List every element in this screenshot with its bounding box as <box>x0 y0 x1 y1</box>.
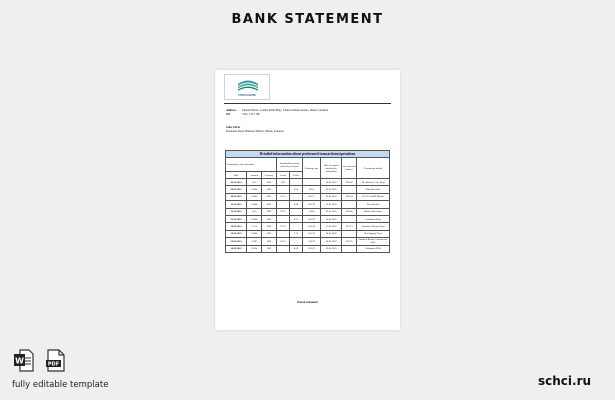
cell-debit <box>289 179 302 186</box>
header-transaction-group: Transaction, other operation <box>226 158 277 172</box>
cell-rate: 190.18 <box>303 223 321 230</box>
table-row <box>226 223 390 230</box>
site-brand: schci.ru <box>538 374 592 388</box>
cell-rate <box>303 179 321 186</box>
cell-reflected: 20.05.2022 <box>321 230 342 237</box>
header-account-balance: Account final balance <box>342 158 357 179</box>
bank-logo-text: CITRUS BANK <box>238 94 256 97</box>
cell-rate: 190.78 <box>303 201 321 208</box>
cell-currency: LBP <box>262 201 277 208</box>
header-date-reflected: Date of amount showing the transaction <box>321 158 342 179</box>
word-icon-letter: W <box>15 356 24 366</box>
cell-balance <box>342 230 357 237</box>
cell-reflected: 07.05.2022 <box>321 186 342 193</box>
cell-details: Wahabani ATM <box>357 245 390 252</box>
word-document-icon <box>14 349 34 372</box>
cell-credit <box>276 201 289 208</box>
cell-currency: LBP <box>262 208 277 215</box>
cell-date: 12.05.2022 <box>226 201 247 208</box>
header-divider <box>224 103 391 104</box>
cell-rate: 185.19 <box>303 215 321 222</box>
cell-date: 08.05.2022 <box>226 193 247 200</box>
cell-currency: LBP <box>262 245 277 252</box>
cell-credit <box>276 215 289 222</box>
table-row <box>226 193 390 200</box>
customer-block <box>226 126 284 134</box>
cell-currency: LBP <box>262 179 277 186</box>
cell-debit: 0.21 <box>289 215 302 222</box>
table-row <box>226 230 390 237</box>
bank-logo-icon <box>237 78 259 91</box>
cell-debit <box>289 238 302 245</box>
header-transferable: Transferable amount (currency account) <box>276 158 302 172</box>
cell-currency: LBP <box>262 223 277 230</box>
cell-rate: 190.8 <box>303 208 321 215</box>
cell-debit: 0.09 <box>289 245 302 252</box>
cell-amount: 12680 <box>247 215 262 222</box>
pdf-document-icon <box>46 349 66 372</box>
cell-credit: 121.1 <box>276 193 289 200</box>
bank-logo <box>224 74 270 100</box>
cell-details: Florentia Inc <box>357 201 390 208</box>
table-row <box>226 201 390 208</box>
cell-debit: 8.80 <box>289 201 302 208</box>
cell-reflected: 13.05.2022 <box>321 208 342 215</box>
header-exchange-rate: Exchange rate <box>303 158 321 179</box>
cell-reflected: 16.05.2022 <box>321 215 342 222</box>
cell-amount: 21034 <box>247 245 262 252</box>
cell-date: 28.05.2022 <box>226 245 247 252</box>
header-debit: Debit <box>289 172 302 179</box>
cell-balance <box>342 245 357 252</box>
cell-balance <box>342 186 357 193</box>
cell-date: 13.05.2022 <box>226 208 247 215</box>
table-row <box>226 208 390 215</box>
cell-reflected: 17.05.2022 <box>321 223 342 230</box>
cell-date: 15.05.2022 <box>226 215 247 222</box>
header-amount: Amount <box>247 172 262 179</box>
cell-amount: 12640 <box>247 193 262 200</box>
tel-value: +961 1 217 780 <box>242 113 260 116</box>
cell-balance: 938.00 <box>342 208 357 215</box>
cell-amount: 16940 <box>247 201 262 208</box>
cell-amount: 21.74 <box>247 223 262 230</box>
cell-details: Midlet Outlet Store <box>357 208 390 215</box>
cell-debit <box>289 223 302 230</box>
cell-details: Zoomba Chiraray Shop <box>357 223 390 230</box>
cell-date: 16.05.2022 <box>226 223 247 230</box>
cell-credit: 157.9 <box>276 223 289 230</box>
cell-rate: 185.22 <box>303 245 321 252</box>
transactions-table <box>225 150 390 253</box>
cell-amount: 1131 <box>247 208 262 215</box>
cell-details: Habekket Store <box>357 186 390 193</box>
cell-debit <box>289 193 302 200</box>
cell-reflected: 29.05.2022 <box>321 245 342 252</box>
customer-address: Dounanaa Road, Hamarat District, Beirut, Lebanon <box>226 130 284 133</box>
cell-balance: 913.13 <box>342 223 357 230</box>
cell-balance <box>342 201 357 208</box>
header-credit: Credit <box>276 172 289 179</box>
cell-date: 19.05.2022 <box>226 230 247 237</box>
cell-date: 03.05.2022 <box>226 179 247 186</box>
cell-currency: LBP <box>262 238 277 245</box>
cell-credit: 1131 <box>276 179 289 186</box>
cell-amount: 2249 <box>247 238 262 245</box>
cell-reflected: 26.05.2022 <box>321 238 342 245</box>
cell-amount: 1131 <box>247 179 262 186</box>
cell-balance: 946.54 <box>342 193 357 200</box>
table-row <box>226 179 390 186</box>
table-row <box>226 186 390 193</box>
cell-rate: 184.79 <box>303 238 321 245</box>
pdf-icon-label: PDF <box>47 361 60 368</box>
header-transaction-details: Transaction details <box>357 158 390 179</box>
header-date: Date <box>226 172 247 179</box>
header-currency: Currency <box>262 172 277 179</box>
bank-address-block <box>226 109 328 117</box>
cell-debit: 7.70 <box>289 230 302 237</box>
cell-amount: 16940 <box>247 230 262 237</box>
tel-label: Tel: <box>226 113 231 116</box>
end-of-statement: End of statement <box>297 301 318 304</box>
address-label: Address: <box>226 109 237 112</box>
statement-document <box>215 70 400 330</box>
cell-details: The Roasters Cafe Shop <box>357 179 390 186</box>
cell-rate: 185.33 <box>303 230 321 237</box>
cell-details: The Sipping Vines <box>357 230 390 237</box>
table-row <box>226 238 390 245</box>
cell-rate: 190.21 <box>303 193 321 200</box>
cell-debit <box>289 208 302 215</box>
cell-reflected: 03.05.2022 <box>321 179 342 186</box>
cell-balance: 966.80 <box>342 179 357 186</box>
table-row <box>226 215 390 222</box>
cell-credit <box>276 186 289 193</box>
cell-details: Southern Beauty Convenience Store <box>358 238 388 245</box>
cell-debit: 6.20 <box>289 186 302 193</box>
cell-credit <box>276 230 289 237</box>
cell-balance <box>342 215 357 222</box>
cell-details: E.H.D. GmbH Market <box>357 193 390 200</box>
cell-balance: 923.95 <box>342 238 357 245</box>
cell-details: Lalaliuma Shop <box>357 215 390 222</box>
cell-date: 24.05.2022 <box>226 238 247 245</box>
cell-currency: LBP <box>262 193 277 200</box>
cell-rate: 185.6 <box>303 186 321 193</box>
cell-currency: LBP <box>262 215 277 222</box>
template-caption: fully editable template <box>12 380 109 390</box>
cell-amount: 12680 <box>247 186 262 193</box>
cell-credit: 213.7 <box>276 208 289 215</box>
cell-date: 06.05.2022 <box>226 186 247 193</box>
cell-credit <box>276 245 289 252</box>
cell-credit: 10.91 <box>276 238 289 245</box>
page-title: BANK STATEMENT <box>231 12 384 27</box>
customer-name: John Citrus <box>226 126 241 129</box>
address-value: Emerald Plaza, Loubna Bank Bldg., Charles Malek Avenue, Beirut, Lebanon <box>242 109 329 112</box>
cell-reflected: 12.05.2022 <box>321 201 342 208</box>
table-title: Detailed information about performed transactions/operations <box>226 151 390 158</box>
cell-currency: LBP <box>262 186 277 193</box>
cell-currency: LBP <box>262 230 277 237</box>
table-row <box>226 245 390 252</box>
cell-reflected: 09.05.2022 <box>321 193 342 200</box>
